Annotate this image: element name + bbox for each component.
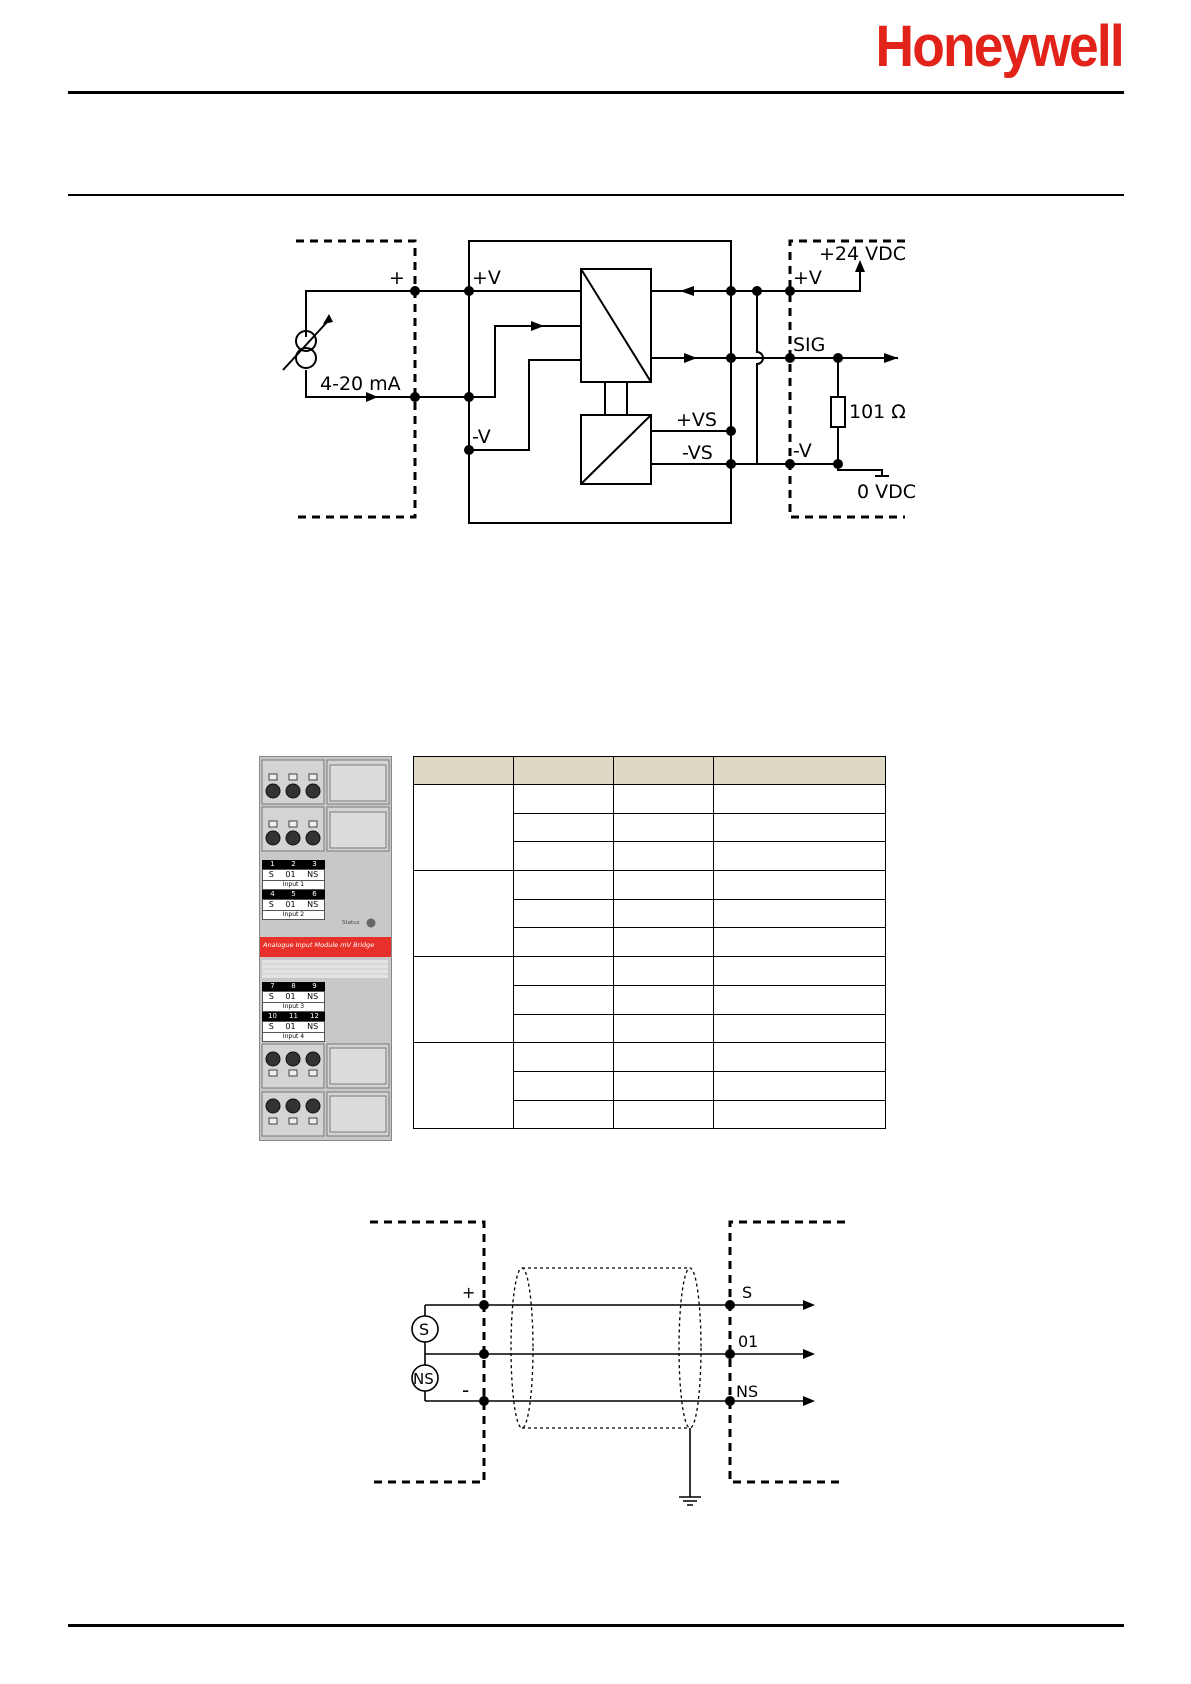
d1-resistor-label: 101 Ω <box>849 401 906 423</box>
table-group-cell <box>414 1043 514 1129</box>
terminal-row-input-2: 4 5 6 S 01 NS Input 2 <box>262 890 325 920</box>
bridge-sensor-wiring-diagram <box>0 1200 1191 1520</box>
table-row <box>414 785 886 814</box>
table-row <box>414 871 886 900</box>
table-header-cell <box>614 757 714 785</box>
d1-minus-vs-label: -VS <box>682 442 713 464</box>
d1-current-label: 4-20 mA <box>320 373 401 395</box>
d1-out-plus-v-label: +V <box>793 267 822 289</box>
d1-sig-label: SIG <box>793 334 826 356</box>
terminal-row-input-4: 10 11 12 S 01 NS Input 4 <box>262 1012 325 1042</box>
d2-out-01-label: 01 <box>738 1332 759 1351</box>
table-row <box>414 1043 886 1072</box>
d2-out-s-label: S <box>742 1283 753 1302</box>
honeywell-logo: Honeywell <box>875 14 1123 79</box>
table-header-cell <box>514 757 614 785</box>
terminal-row-input-1: 1 2 3 S 01 NS Input 1 <box>262 860 325 890</box>
d2-out-ns-label: NS <box>736 1382 759 1401</box>
table-group-cell <box>414 957 514 1043</box>
table-header-cell <box>714 757 886 785</box>
table-header-row <box>414 757 886 785</box>
module-front-panel <box>259 756 392 1141</box>
d1-minus-v-label: -V <box>472 426 491 448</box>
d1-out-minus-v-label: -V <box>793 440 812 462</box>
module-banner-text: Analogue Input Module mV Bridge <box>263 941 375 949</box>
table-group-cell <box>414 785 514 871</box>
d1-zero-vdc-label: 0 VDC <box>857 481 917 503</box>
terminal-row-input-3: 7 8 9 S 01 NS Input 3 <box>262 982 325 1012</box>
d1-supply-label: +24 VDC <box>819 243 907 265</box>
footer-rule <box>68 1624 1124 1627</box>
d1-plus-vs-label: +VS <box>676 409 717 431</box>
d2-ns-circle-label: NS <box>413 1370 434 1388</box>
d1-plus-label: + <box>389 267 405 289</box>
table-group-cell <box>414 871 514 957</box>
status-label: Status <box>342 920 360 926</box>
current-loop-wiring-diagram <box>0 0 1191 560</box>
d1-plus-v-label: +V <box>472 267 501 289</box>
d2-plus-label: + <box>462 1283 476 1302</box>
terminal-table <box>413 756 886 1129</box>
table-row <box>414 957 886 986</box>
d2-s-circle-label: S <box>419 1320 430 1339</box>
d2-minus-label: - <box>462 1378 470 1402</box>
table-header-cell <box>414 757 514 785</box>
